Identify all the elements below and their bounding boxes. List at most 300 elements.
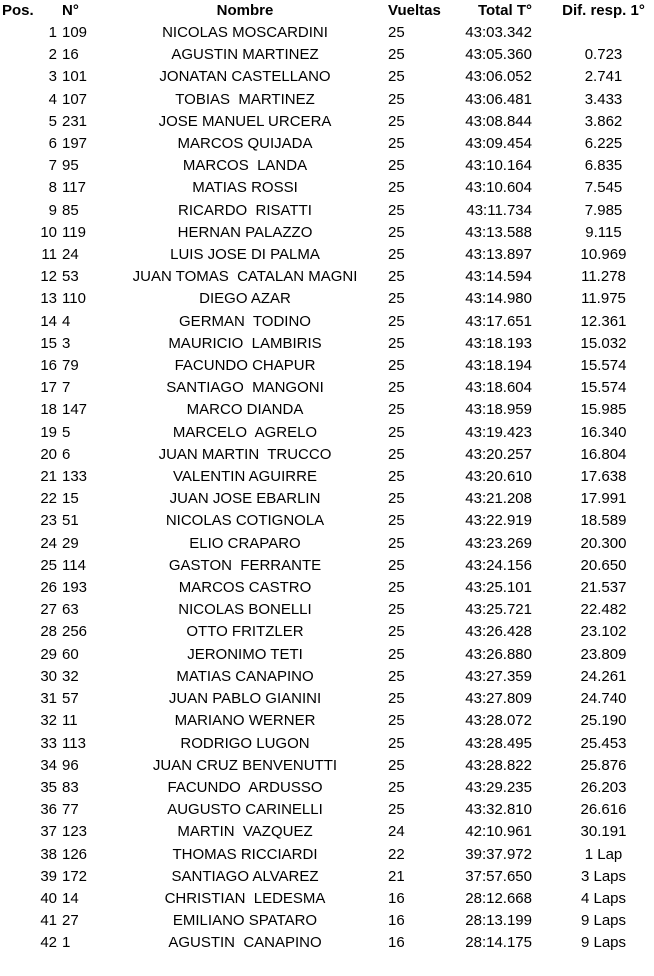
cell-gap: 17.638 [580,468,627,486]
cell-gap: 26.616 [580,801,627,819]
table-row [0,488,654,510]
cell-total: 43:32.810 [465,801,532,819]
column-header-name: Nombre [216,2,274,19]
cell-number: 193 [62,579,88,597]
cell-number: 15 [62,490,79,508]
cell-total: 43:05.360 [465,46,532,64]
cell-gap: 11.278 [581,268,626,286]
cell-total: 43:18.194 [465,357,532,375]
table-row [0,355,654,377]
cell-name: JUAN PABLO GIANINI [168,690,322,708]
table-row [0,510,654,532]
cell-laps: 25 [388,579,405,597]
cell-total: 43:28.495 [465,734,532,752]
cell-number: 119 [62,223,86,241]
cell-gap: 7.985 [584,201,623,219]
table-row [0,844,654,866]
cell-position: 18 [40,401,57,419]
cell-name: RODRIGO LUGON [180,734,310,752]
cell-position: 33 [40,734,57,752]
cell-total: 43:10.604 [465,179,532,197]
cell-position: 5 [48,112,57,130]
cell-number: 101 [62,68,88,86]
table-row [0,200,654,222]
cell-number: 53 [62,268,79,286]
cell-total: 43:24.156 [465,556,532,574]
cell-number: 29 [62,534,79,552]
cell-position: 30 [40,667,57,685]
cell-laps: 22 [388,845,405,863]
table-row [0,932,654,954]
cell-total: 43:18.604 [465,379,532,397]
cell-name: THOMAS RICCIARDI [172,845,318,863]
cell-position: 2 [48,46,57,64]
cell-laps: 25 [388,556,405,574]
cell-laps: 16 [388,934,405,952]
cell-laps: 25 [388,379,405,397]
cell-position: 29 [40,645,57,663]
table-row [0,266,654,288]
cell-name: SANTIAGO ALVAREZ [171,867,319,885]
cell-name: FACUNDO CHAPUR [174,357,316,375]
table-row [0,288,654,310]
cell-position: 6 [48,135,57,153]
cell-laps: 25 [388,179,405,197]
cell-total: 43:23.269 [465,534,532,552]
cell-laps: 25 [388,46,405,64]
table-row [0,799,654,821]
cell-name: JUAN CRUZ BENVENUTTI [152,756,338,774]
cell-position: 9 [48,201,57,219]
cell-position: 40 [40,889,57,907]
cell-total: 43:26.880 [465,645,532,663]
table-row [0,710,654,732]
cell-gap: 25.190 [580,712,627,730]
cell-number: 123 [62,823,88,841]
table-row [0,777,654,799]
table-row [0,311,654,333]
cell-gap: 9.115 [585,223,622,241]
cell-gap: 20.300 [580,534,627,552]
cell-name: AGUSTIN CANAPINO [168,934,322,952]
cell-position: 4 [48,90,57,108]
cell-number: 126 [62,845,88,863]
cell-number: 32 [62,667,79,685]
cell-position: 22 [40,490,57,508]
column-header-pos: Pos. [2,2,34,19]
cell-gap: 15.574 [580,379,627,397]
cell-gap: 26.203 [580,778,627,796]
cell-gap: 9 Laps [580,912,627,930]
cell-number: 79 [62,357,79,375]
cell-number: 77 [62,801,79,819]
cell-total: 43:19.423 [465,423,532,441]
cell-total: 43:17.651 [465,312,532,330]
cell-position: 35 [40,778,57,796]
cell-name: MARCELO AGRELO [172,423,318,441]
cell-laps: 25 [388,112,405,130]
cell-total: 43:26.428 [465,623,532,641]
cell-position: 36 [40,801,57,819]
cell-gap: 10.969 [580,246,627,264]
cell-total: 43:08.844 [465,112,532,130]
table-row [0,577,654,599]
cell-laps: 16 [388,912,405,930]
cell-name: MARIANO WERNER [174,712,316,730]
cell-name: MARTIN VAZQUEZ [177,823,313,841]
cell-name: DIEGO AZAR [199,290,291,308]
table-row [0,533,654,555]
cell-laps: 25 [388,690,405,708]
cell-name: JOSE MANUEL URCERA [158,112,332,130]
table-row [0,399,654,421]
cell-gap: 11.975 [581,290,626,308]
column-header-laps: Vueltas [388,2,441,19]
cell-laps: 25 [388,756,405,774]
table-row [0,177,654,199]
cell-gap: 9 Laps [580,934,627,952]
cell-gap: 25.876 [580,756,627,774]
cell-total: 37:57.650 [465,867,532,885]
cell-position: 3 [48,68,57,86]
cell-name: OTTO FRITZLER [186,623,304,641]
cell-name: GERMAN TODINO [179,312,311,330]
table-row [0,866,654,888]
cell-name: MATIAS ROSSI [192,179,298,197]
cell-laps: 21 [388,867,405,885]
cell-gap: 6.225 [584,135,623,153]
cell-laps: 25 [388,423,405,441]
cell-laps: 25 [388,667,405,685]
table-row [0,89,654,111]
cell-total: 43:20.257 [465,445,532,463]
cell-position: 24 [40,534,57,552]
cell-position: 31 [40,690,57,708]
cell-gap: 15.032 [580,334,627,352]
table-row [0,155,654,177]
table-row [0,599,654,621]
table-row [0,222,654,244]
cell-gap: 4 Laps [580,889,627,907]
table-row [0,910,654,932]
cell-name: AGUSTIN MARTINEZ [171,46,319,64]
column-header-number: N° [62,2,79,19]
table-row [0,377,654,399]
table-row [0,111,654,133]
cell-name: JERONIMO TETI [187,645,303,663]
cell-gap: 3 Laps [580,867,627,885]
table-row [0,755,654,777]
cell-position: 15 [40,334,57,352]
table-row [0,22,654,44]
cell-number: 1 [62,934,71,952]
cell-number: 5 [62,423,71,441]
cell-position: 27 [40,601,57,619]
table-row [0,644,654,666]
results-body [0,22,654,955]
cell-position: 28 [40,623,57,641]
cell-total: 43:14.594 [465,268,532,286]
cell-gap: 30.191 [580,823,627,841]
cell-position: 16 [40,357,57,375]
table-row [0,621,654,643]
cell-gap: 20.650 [580,556,627,574]
cell-name: MARCOS CASTRO [178,579,312,597]
cell-gap: 25.453 [580,734,627,752]
cell-laps: 25 [388,778,405,796]
cell-gap: 2.741 [584,68,623,86]
cell-name: SANTIAGO MANGONI [166,379,324,397]
cell-name: NICOLAS COTIGNOLA [165,512,325,530]
cell-name: MARCOS LANDA [182,157,308,175]
cell-number: 114 [62,556,86,574]
cell-name: AUGUSTO CARINELLI [167,801,323,819]
cell-number: 85 [62,201,79,219]
cell-laps: 25 [388,24,405,41]
cell-number: 57 [62,690,79,708]
cell-number: 83 [62,778,79,796]
cell-position: 10 [40,223,57,241]
table-row [0,333,654,355]
cell-name: MARCO DIANDA [186,401,304,419]
cell-position: 37 [40,823,57,841]
cell-number: 24 [62,246,79,264]
cell-position: 23 [40,512,57,530]
cell-number: 14 [62,889,79,907]
cell-laps: 25 [388,401,405,419]
cell-number: 51 [62,512,79,530]
cell-laps: 25 [388,68,405,86]
cell-number: 133 [62,468,88,486]
cell-name: EMILIANO SPATARO [172,912,318,930]
cell-number: 256 [62,623,88,641]
cell-gap: 23.809 [580,645,627,663]
cell-total: 43:28.822 [465,756,532,774]
cell-name: JONATAN CASTELLANO [159,68,331,86]
cell-laps: 25 [388,623,405,641]
cell-laps: 25 [388,334,405,352]
cell-laps: 25 [388,90,405,108]
cell-total: 43:14.980 [465,290,532,308]
cell-gap: 1 Lap [584,845,623,863]
cell-laps: 25 [388,268,405,286]
cell-laps: 25 [388,801,405,819]
cell-total: 43:10.164 [465,157,532,175]
cell-name: MAURICIO LAMBIRIS [168,334,322,352]
cell-position: 11 [41,246,57,264]
cell-total: 43:06.481 [465,90,532,108]
cell-number: 110 [62,290,86,308]
cell-total: 43:25.721 [465,601,532,619]
cell-name: RICARDO RISATTI [178,201,312,219]
table-row [0,66,654,88]
cell-gap: 15.574 [580,357,627,375]
table-row [0,821,654,843]
cell-number: 27 [62,912,79,930]
cell-total: 39:37.972 [465,845,532,863]
cell-number: 63 [62,601,79,619]
cell-laps: 25 [388,712,405,730]
cell-name: FACUNDO ARDUSSO [167,778,323,796]
cell-number: 16 [62,46,79,64]
cell-number: 7 [62,379,71,397]
cell-position: 21 [40,468,57,486]
cell-gap: 23.102 [580,623,627,641]
cell-gap: 24.261 [580,667,627,685]
cell-name: LUIS JOSE DI PALMA [170,246,320,264]
cell-gap: 17.991 [580,490,627,508]
cell-position: 41 [40,912,57,930]
cell-gap: 7.545 [584,179,623,197]
cell-position: 13 [40,290,57,308]
cell-number: 4 [62,312,71,330]
cell-name: JUAN MARTIN TRUCCO [158,445,332,463]
table-row [0,244,654,266]
cell-name: CHRISTIAN LEDESMA [164,889,326,907]
cell-total: 43:11.734 [466,201,532,219]
cell-total: 43:13.897 [465,246,532,264]
cell-position: 7 [48,157,57,175]
cell-number: 113 [62,734,86,752]
cell-laps: 25 [388,201,405,219]
cell-total: 43:22.919 [465,512,532,530]
cell-total: 43:27.359 [465,667,532,685]
cell-position: 12 [40,268,57,286]
cell-gap: 6.835 [584,157,623,175]
table-row [0,555,654,577]
table-row [0,444,654,466]
cell-laps: 25 [388,734,405,752]
cell-gap: 3.862 [584,112,623,130]
cell-total: 43:29.235 [465,778,532,796]
cell-total: 43:25.101 [465,579,532,597]
cell-total: 28:13.199 [465,912,532,930]
cell-gap: 16.804 [580,445,627,463]
cell-number: 6 [62,445,71,463]
cell-number: 109 [62,24,88,41]
cell-gap: 15.985 [580,401,627,419]
cell-total: 28:14.175 [465,934,532,952]
cell-gap [535,22,654,44]
cell-laps: 25 [388,490,405,508]
cell-name: TOBIAS MARTINEZ [175,90,315,108]
cell-number: 96 [62,756,79,774]
cell-gap: 12.361 [580,312,627,330]
cell-position: 20 [40,445,57,463]
cell-number: 11 [62,712,78,730]
table-row [0,888,654,910]
cell-position: 42 [40,934,57,952]
cell-total: 43:28.072 [465,712,532,730]
cell-total: 43:20.610 [465,468,532,486]
cell-gap: 3.433 [584,90,623,108]
table-row [0,422,654,444]
cell-total: 43:21.208 [465,490,532,508]
cell-laps: 25 [388,645,405,663]
cell-name: VALENTIN AGUIRRE [173,468,317,486]
cell-total: 43:27.809 [465,690,532,708]
cell-total: 43:09.454 [465,135,532,153]
cell-laps: 25 [388,468,405,486]
cell-total: 43:06.052 [465,68,532,86]
cell-laps: 24 [388,823,405,841]
cell-number: 117 [62,179,86,197]
table-row [0,466,654,488]
table-row [0,133,654,155]
column-header-total: Total T° [477,2,532,19]
cell-number: 172 [62,867,88,885]
cell-laps: 25 [388,601,405,619]
cell-number: 107 [62,90,88,108]
results-header [0,0,654,22]
cell-laps: 25 [388,312,405,330]
cell-gap: 21.537 [580,579,627,597]
cell-number: 197 [62,135,88,153]
cell-laps: 25 [388,357,405,375]
cell-number: 3 [62,334,71,352]
cell-number: 60 [62,645,79,663]
cell-position: 17 [40,379,57,397]
cell-laps: 25 [388,223,405,241]
cell-position: 14 [40,312,57,330]
cell-laps: 25 [388,157,405,175]
cell-name: NICOLAS MOSCARDINI [162,24,328,41]
cell-position: 8 [48,179,57,197]
cell-laps: 25 [388,534,405,552]
cell-name: MATIAS CANAPINO [176,667,314,685]
cell-position: 32 [40,712,57,730]
cell-total: 43:13.588 [465,223,532,241]
cell-number: 231 [62,112,88,130]
cell-gap: 16.340 [580,423,627,441]
cell-laps: 25 [388,290,405,308]
cell-name: JUAN JOSE EBARLIN [169,490,321,508]
cell-gap: 24.740 [580,690,627,708]
cell-name: ELIO CRAPARO [189,534,301,552]
cell-laps: 16 [388,889,405,907]
header-row [0,0,654,22]
cell-gap: 18.589 [580,512,627,530]
cell-laps: 25 [388,135,405,153]
cell-total: 43:18.193 [465,334,532,352]
cell-position: 19 [40,423,57,441]
cell-name: JUAN TOMAS CATALAN MAGNI [132,268,358,286]
cell-laps: 25 [388,512,405,530]
cell-position: 1 [48,24,57,41]
table-row [0,733,654,755]
cell-laps: 25 [388,246,405,264]
table-row [0,688,654,710]
cell-position: 38 [40,845,57,863]
cell-number: 147 [62,401,88,419]
cell-name: MARCOS QUIJADA [177,135,313,153]
cell-position: 26 [40,579,57,597]
cell-gap: 22.482 [580,601,627,619]
cell-position: 25 [40,556,57,574]
cell-number: 95 [62,157,79,175]
cell-gap: 0.723 [584,46,623,64]
column-header-gap: Dif. resp. 1° [562,2,645,19]
cell-name: GASTON FERRANTE [168,556,322,574]
cell-total: 28:12.668 [465,889,532,907]
cell-total: 42:10.961 [465,823,532,841]
cell-laps: 25 [388,445,405,463]
cell-name: NICOLAS BONELLI [178,601,312,619]
cell-name: HERNAN PALAZZO [177,223,313,241]
table-row [0,44,654,66]
cell-position: 34 [40,756,57,774]
cell-position: 39 [40,867,57,885]
